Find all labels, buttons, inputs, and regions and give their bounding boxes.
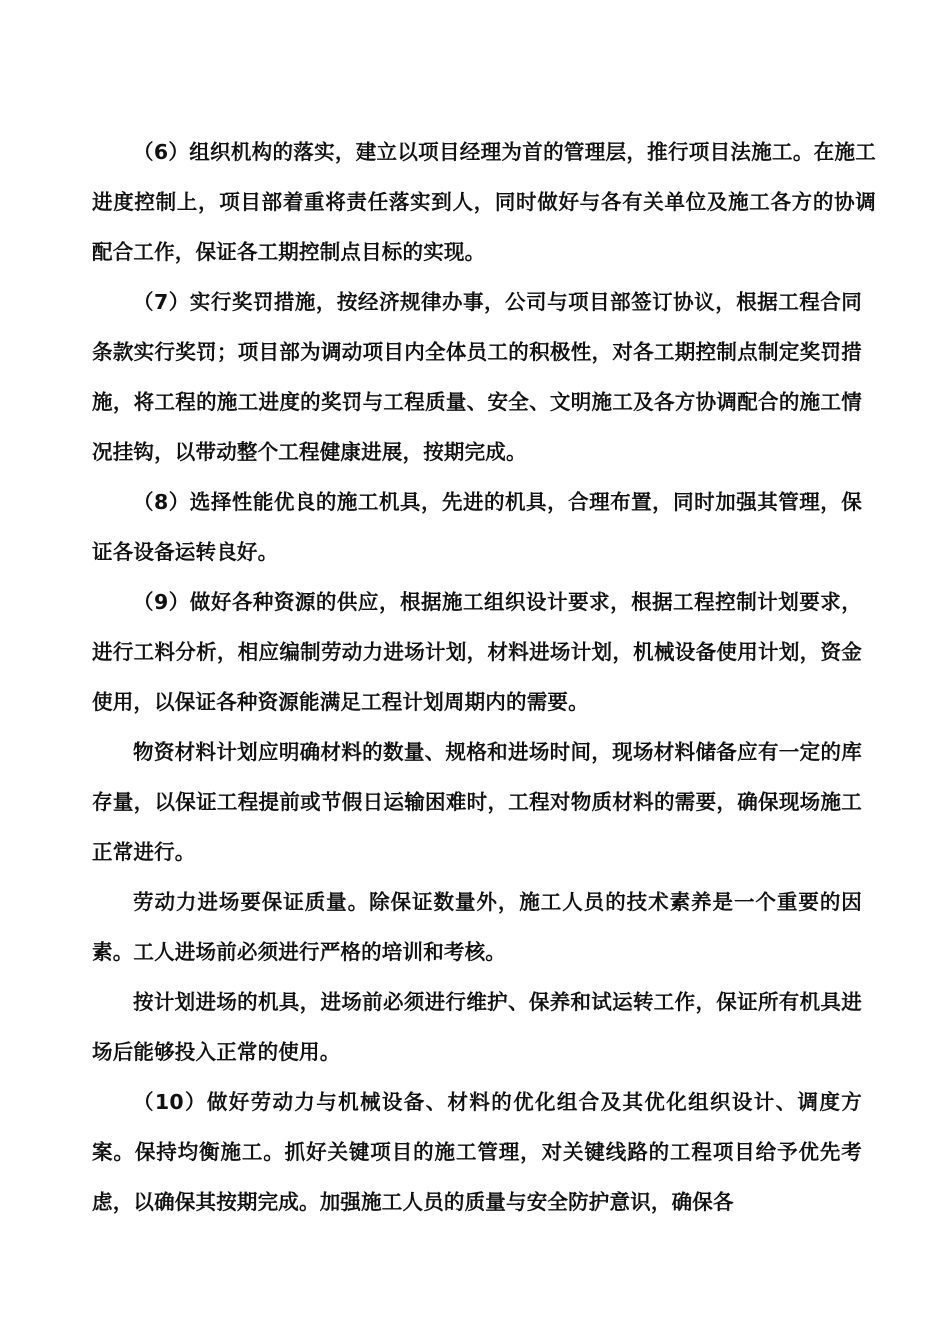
paragraph-labor-quality: 劳动力进场要保证质量。除保证数量外，施工人员的技术素养是一个重要的因素。工人进场前必须进行严格的培训和考核。 — [92, 890, 862, 964]
paragraph-item-6: （6）组织机构的落实，建立以项目经理为首的管理层，推行项目法施工。在施工进度控制上，项目部着重将责任落实到人，同时做好与各有关单位及施工各方的协调配合工作，保证各工期控制点目标的实现。 — [92, 140, 876, 264]
paragraph-item-7: （7）实行奖罚措施，按经济规律办事，公司与项目部签订协议，根据工程合同条款实行奖罚；项目部为调动项目内全体员工的积极性，对各工期控制点制定奖罚措施，将工程的施工进度的奖罚与工程质量、安全、文明施工及各方协调配合的施工情况挂钩，以带动整个工程健康进展，按期完成。 — [92, 290, 862, 464]
document-body — [92, 127, 876, 1227]
paragraph-item-8: （8）选择性能优良的施工机具，先进的机具，合理布置，同时加强其管理，保证各设备运转良好。 — [92, 490, 862, 564]
paragraph-equipment-entry: 按计划进场的机具，进场前必须进行维护、保养和试运转工作，保证所有机具进场后能够投入正常的使用。 — [92, 990, 862, 1064]
paragraph-item-10: （10）做好劳动力与机械设备、材料的优化组合及其优化组织设计、调度方案。保持均衡施工。抓好关键项目的施工管理，对关键线路的工程项目给予优先考虑，以确保其按期完成。加强施工人员的质量与安全防护意识，确保各 — [92, 1090, 862, 1214]
paragraph-materials-plan: 物资材料计划应明确材料的数量、规格和进场时间，现场材料储备应有一定的库存量，以保证工程提前或节假日运输困难时，工程对物质材料的需要，确保现场施工正常进行。 — [92, 740, 862, 864]
paragraph-item-9: （9）做好各种资源的供应，根据施工组织设计要求，根据工程控制计划要求，进行工料分析，相应编制劳动力进场计划，材料进场计划，机械设备使用计划，资金使用，以保证各种资源能满足工程计划周期内的需要。 — [92, 590, 862, 714]
